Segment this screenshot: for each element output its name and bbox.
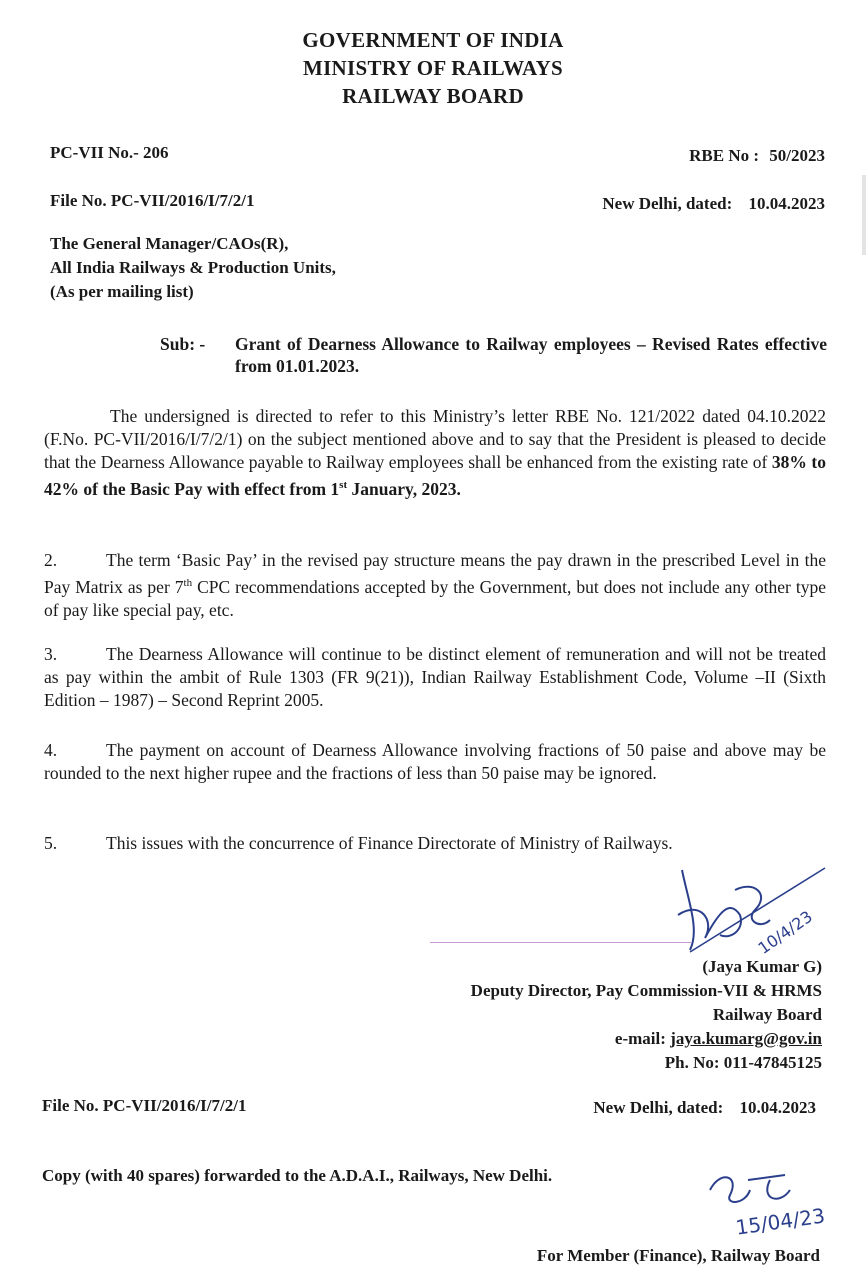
paragraph-1 bbox=[44, 405, 826, 501]
dated-line bbox=[602, 194, 825, 214]
subject-label: Sub: - bbox=[160, 334, 206, 354]
footer-dated-line bbox=[593, 1098, 816, 1118]
signatory-name: (Jaya Kumar G) bbox=[702, 957, 822, 976]
rbe-number bbox=[689, 146, 825, 166]
paragraph-3 bbox=[44, 643, 826, 712]
rbe-value: 50/2023 bbox=[769, 146, 825, 165]
scan-edge bbox=[862, 175, 866, 255]
dated-label: New Delhi, dated: bbox=[602, 194, 733, 213]
handwritten-signature bbox=[660, 860, 830, 960]
signature-rule bbox=[430, 942, 692, 943]
email-link[interactable]: jaya.kumarg@gov.in bbox=[670, 1029, 822, 1048]
paragraph-2-text: The term ‘Basic Pay’ in the revised pay structure means the pay drawn in the prescribed Level in the Pay Matrix as per 7 bbox=[44, 550, 826, 597]
copy-forwarded-line: Copy (with 40 spares) forwarded to the A.D.A.I., Railways, New Delhi. bbox=[42, 1166, 553, 1185]
paragraph-1-bold-end: January, 2023. bbox=[347, 478, 461, 499]
paragraph-2-text-end: CPC recommendations accepted by the Government, but does not include any other type of pay like special pay, etc. bbox=[44, 576, 826, 620]
signatory-phone: Ph. No: 011-47845125 bbox=[664, 1053, 822, 1072]
letterhead bbox=[0, 26, 866, 110]
signatory-office: Railway Board bbox=[712, 1005, 822, 1024]
addressee-line-1: The General Manager/CAOs(R), bbox=[50, 234, 289, 253]
paragraph-5-text: This issues with the concurrence of Finance Directorate of Ministry of Railways. bbox=[106, 833, 673, 853]
signatory-block bbox=[471, 955, 822, 1075]
letterhead-line-2: MINISTRY OF RAILWAYS bbox=[302, 56, 564, 80]
footer-file-number: File No. PC-VII/2016/I/7/2/1 bbox=[42, 1096, 247, 1115]
email-label: e-mail: bbox=[614, 1029, 671, 1048]
paragraph-2-number: 2. bbox=[44, 550, 58, 570]
paragraph-1-text: The undersigned is directed to refer to this Ministry’s letter RBE No. 121/2022 dated 04.10.2022 (F.No. PC-VII/2016/I/7/2/1) on the subject mentioned above and to say that the President is pleased to decide that the Dearness Allowance payable to Railway employees shall be enhanced from the existing rate of bbox=[44, 406, 826, 472]
file-number: File No. PC-VII/2016/I/7/2/1 bbox=[50, 191, 255, 210]
paragraph-2-sup: th bbox=[183, 577, 193, 589]
footer-dated-value: 10.04.2023 bbox=[739, 1098, 816, 1117]
signatory-designation: Deputy Director, Pay Commission-VII & HRMS bbox=[470, 981, 822, 1000]
addressee bbox=[50, 232, 336, 304]
addressee-line-3: (As per mailing list) bbox=[50, 282, 194, 301]
dated-value: 10.04.2023 bbox=[748, 194, 825, 213]
paragraph-4-number: 4. bbox=[44, 740, 58, 760]
signatory-email bbox=[471, 1027, 822, 1051]
signature-date: 10/4/23 bbox=[754, 906, 816, 958]
footer-dated-label: New Delhi, dated: bbox=[593, 1098, 724, 1117]
paragraph-5 bbox=[44, 832, 826, 855]
letterhead-line-1: GOVERNMENT OF INDIA bbox=[302, 28, 564, 52]
subject-text: Grant of Dearness Allowance to Railway employees – Revised Rates effective from 01.01.2023. bbox=[235, 334, 827, 376]
paragraph-3-text: The Dearness Allowance will continue to be distinct element of remuneration and will not be treated as pay within the ambit of Rule 1303 (FR 9(21)), Indian Railway Establishment Code, Volume –II (Sixth Edition – 1987) – Second Reprint 2005. bbox=[44, 644, 826, 710]
addressee-line-2: All India Railways & Production Units, bbox=[50, 258, 336, 277]
paragraph-2 bbox=[44, 549, 826, 622]
paragraph-4-text: The payment on account of Dearness Allowance involving fractions of 50 paise and above may be rounded to the next higher rupee and the fractions of less than 50 paise may be ignored. bbox=[44, 740, 826, 783]
for-member-finance: For Member (Finance), Railway Board bbox=[536, 1246, 820, 1265]
paragraph-5-number: 5. bbox=[44, 833, 58, 853]
initials-date: 15/04/23 bbox=[734, 1203, 827, 1240]
paragraph-4 bbox=[44, 739, 826, 785]
letterhead-line-3: RAILWAY BOARD bbox=[342, 84, 524, 108]
pc-number: PC-VII No.- 206 bbox=[50, 143, 169, 162]
paragraph-1-sup: st bbox=[339, 479, 348, 491]
rbe-label: RBE No : bbox=[689, 146, 760, 165]
paragraph-3-number: 3. bbox=[44, 644, 58, 664]
handwritten-initials bbox=[690, 1160, 850, 1240]
paragraph-1-bold: 38% to 42% of the Basic Pay with effect from 1 bbox=[44, 452, 827, 499]
